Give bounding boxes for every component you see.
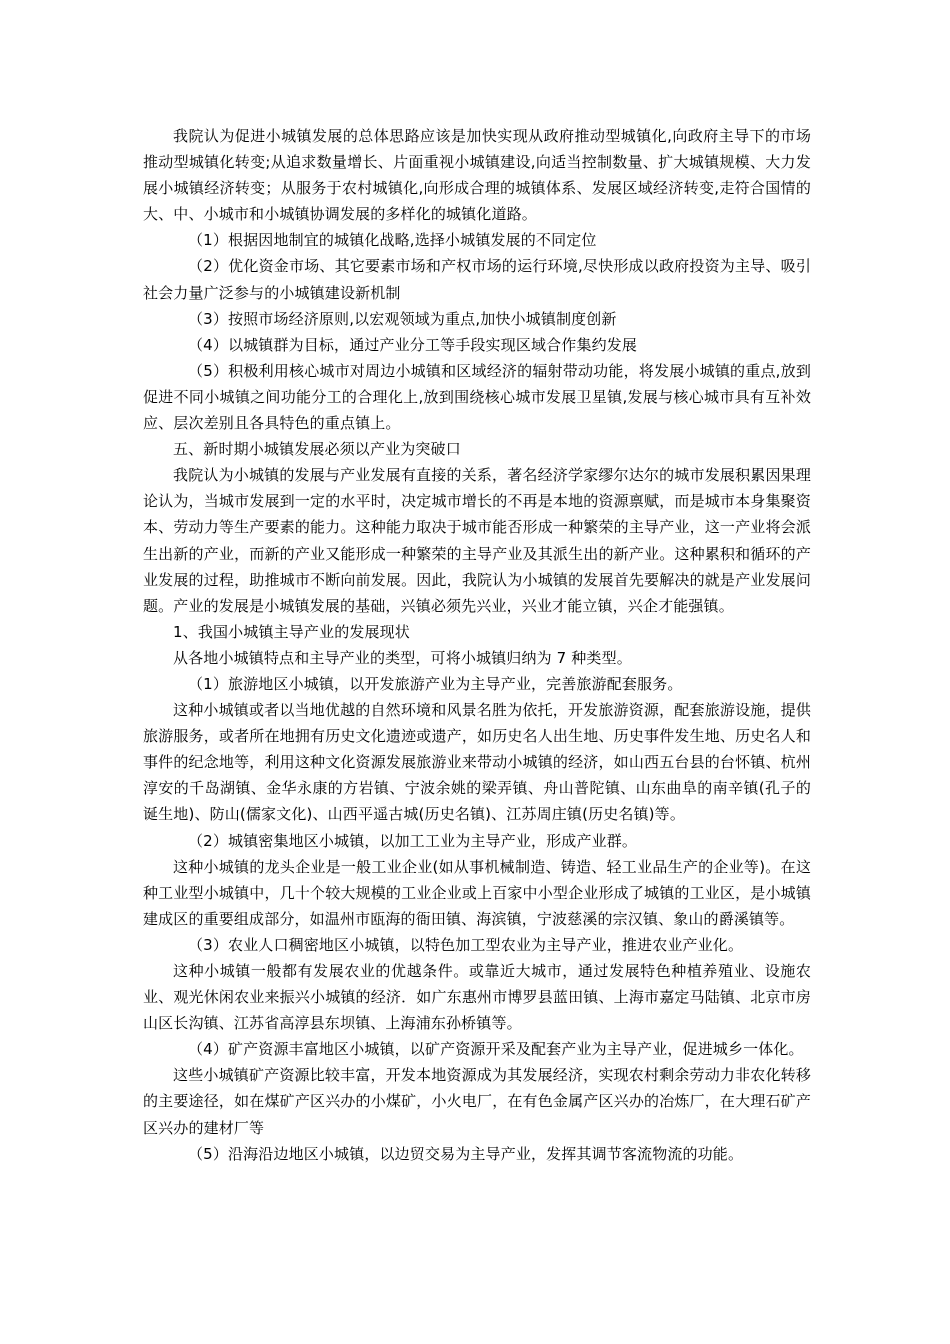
- paragraph-item-3: （3）按照市场经济原则,以宏观领域为重点,加快小城镇制度创新: [188, 309, 617, 328]
- document-body: [143, 123, 811, 1167]
- paragraph-item-2: （2）优化资金市场、其它要素市场和产权市场的运行环境,尽快形成以政府投资为主导、吸引社会力量广泛参与的小城镇建设新机制: [143, 257, 811, 302]
- paragraph-overall-strategy: 我院认为促进小城镇发展的总体思路应该是加快实现从政府推动型城镇化,向政府主导下的市场推动型城镇化转变;从追求数量增长、片面重视小城镇建设,向适当控制数量、扩大城镇规模、大力发展小城镇经济转变；从服务于农村城镇化,向形成合理的城镇体系、发展区域经济转变,走符合国情的大、中、小城市和小城镇协调发展的多样化的城镇化道路。: [143, 127, 811, 224]
- paragraph-mineral: 这些小城镇矿产资源比较丰富，开发本地资源成为其发展经济，实现农村剩余劳动力非农化转移的主要途径，如在煤矿产区兴办的小煤矿，小火电厂，在有色金属产区兴办的冶炼厂，在大理石矿产区兴办的建材厂等: [143, 1066, 811, 1137]
- type-heading-mineral: （4）矿产资源丰富地区小城镇，以矿产资源开采及配套产业为主导产业，促进城乡一体化。: [188, 1040, 804, 1059]
- paragraph-seven-types: 从各地小城镇特点和主导产业的类型，可将小城镇归纳为 7 种类型。: [173, 648, 632, 667]
- paragraph-agricultural: 这种小城镇一般都有发展农业的优越条件。或靠近大城市，通过发展特色种植养殖业、设施农业、观光休闲农业来振兴小城镇的经济．如广东惠州市博罗县蓝田镇、上海市嘉定马陆镇、北京市房山区长沟镇、江苏省高淳县东坝镇、上海浦东孙桥镇等。: [143, 962, 811, 1033]
- type-heading-tourism: （1）旅游地区小城镇，以开发旅游产业为主导产业，完善旅游配套服务。: [188, 674, 683, 693]
- paragraph-industrial: 这种小城镇的龙头企业是一般工业企业(如从事机械制造、铸造、轻工业品生产的企业等)。在这种工业型小城镇中，几十个较大规模的工业企业或上百家中小型企业形成了城镇的工业区，是小城镇建成区的重要组成部分，如温州市瓯海的衙田镇、海滨镇，宁波慈溪的宗汉镇、象山的爵溪镇等。: [143, 857, 811, 928]
- type-heading-coastal-border: （5）沿海沿边地区小城镇，以边贸交易为主导产业，发挥其调节客流物流的功能。: [188, 1144, 744, 1163]
- type-heading-agricultural: （3）农业人口稠密地区小城镇，以特色加工型农业为主导产业，推进农业产业化。: [188, 935, 744, 954]
- subsection-heading-1: 1、我国小城镇主导产业的发展现状: [173, 622, 410, 641]
- paragraph-item-5: （5）积极利用核心城市对周边小城镇和区域经济的辐射带动功能，将发展小城镇的重点,放到促进不同小城镇之间功能分工的合理化上,放到围绕核心城市发展卫星镇,发展与核心城市具有互补效应、层次差别且各具特色的重点镇上。: [143, 361, 811, 433]
- section-heading-five: 五、新时期小城镇发展必须以产业为突破口: [173, 440, 461, 459]
- type-heading-industrial: （2）城镇密集地区小城镇，以加工工业为主导产业，形成产业群。: [188, 831, 638, 850]
- paragraph-tourism: 这种小城镇或者以当地优越的自然环境和风景名胜为依托，开发旅游资源，配套旅游设施，提供旅游服务，或者所在地拥有历史文化遗迹或遗产，如历史名人出生地、历史事件发生地、历史名人和事件的纪念地等，利用这种文化资源发展旅游业来带动小城镇的经济，如山西五台县的台怀镇、杭州淳安的千岛湖镇、金华永康的方岩镇、宁波余姚的梁弄镇、舟山普陀镇、山东曲阜的南辛镇(孔子的诞生地)、防山(儒家文化)、山西平遥古城(历史名镇)、江苏周庄镇(历史名镇)等。: [143, 701, 811, 824]
- paragraph-item-4: （4）以城镇群为目标，通过产业分工等手段实现区域合作集约发展: [188, 335, 638, 354]
- paragraph-industry-relation: 我院认为小城镇的发展与产业发展有直接的关系，著名经济学家缪尔达尔的城市发展积累因果理论认为，当城市发展到一定的水平时，决定城市增长的不再是本地的资源禀赋，而是城市本身集聚资本、劳动力等生产要素的能力。这种能力取决于城市能否形成一种繁荣的主导产业，这一产业将会派生出新的产业，而新的产业又能形成一种繁荣的主导产业及其派生出的新产业。这种累积和循环的产业发展的过程，助推城市不断向前发展。因此，我院认为小城镇的发展首先要解决的就是产业发展问题。产业的发展是小城镇发展的基础，兴镇必须先兴业，兴业才能立镇，兴企才能强镇。: [143, 466, 811, 615]
- paragraph-item-1: （1）根据因地制宜的城镇化战略,选择小城镇发展的不同定位: [188, 231, 597, 250]
